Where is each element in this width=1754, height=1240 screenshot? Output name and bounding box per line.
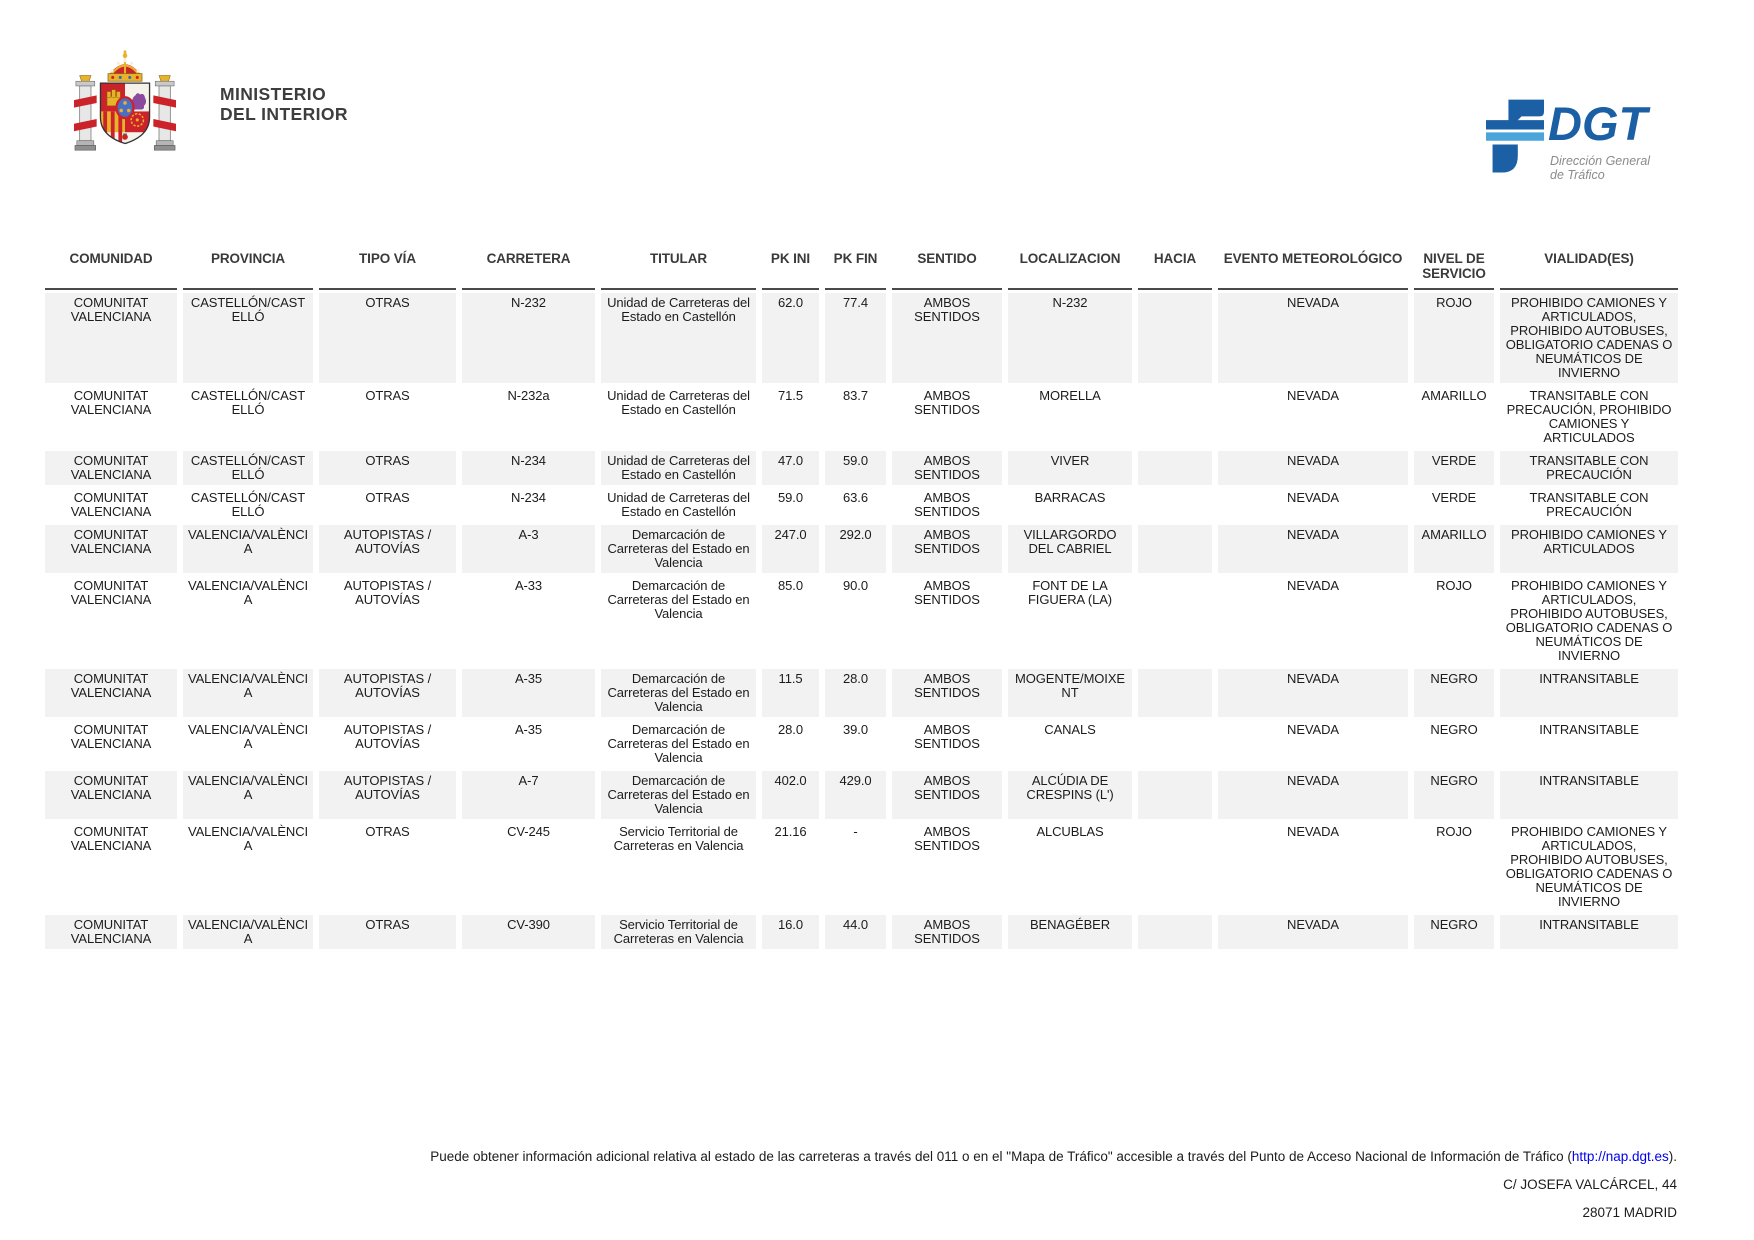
cell-provincia: VALENCIA/VALÈNCIA <box>183 525 313 573</box>
cell-localizacion: MOGENTE/MOIXENT <box>1008 669 1132 717</box>
road-status-table <box>39 246 1684 952</box>
cell-pk-fin: 292.0 <box>825 525 886 573</box>
cell-carretera: CV-245 <box>462 822 595 912</box>
cell-localizacion: N-232 <box>1008 293 1132 383</box>
cell-provincia: CASTELLÓN/CASTELLÓ <box>183 488 313 522</box>
cell-nivel-de-servicio: AMARILLO <box>1414 386 1494 448</box>
cell-pk-ini: 402.0 <box>762 771 819 819</box>
column-header-vialidades: VIALIDAD(ES) <box>1500 249 1678 290</box>
cell-comunidad: COMUNITAT VALENCIANA <box>45 915 177 949</box>
cell-vialidades: PROHIBIDO CAMIONES Y ARTICULADOS, PROHIBIDO AUTOBUSES, OBLIGATORIO CADENAS O NEUMÁTICOS DE INVIERNO <box>1500 576 1678 666</box>
cell-evento-meteorologico: NEVADA <box>1218 488 1408 522</box>
dgt-subtitle-line2: de Tráfico <box>1550 168 1605 182</box>
cell-sentido: AMBOS SENTIDOS <box>892 386 1002 448</box>
cell-carretera: A-35 <box>462 720 595 768</box>
cell-localizacion: VILLARGORDO DEL CABRIEL <box>1008 525 1132 573</box>
cell-localizacion: CANALS <box>1008 720 1132 768</box>
cell-localizacion: BENAGÉBER <box>1008 915 1132 949</box>
column-header-evento-meteorologico: EVENTO METEOROLÓGICO <box>1218 249 1408 290</box>
cell-vialidades: INTRANSITABLE <box>1500 915 1678 949</box>
cell-evento-meteorologico: NEVADA <box>1218 720 1408 768</box>
cell-carretera: A-7 <box>462 771 595 819</box>
table-row <box>45 771 1678 819</box>
cell-comunidad: COMUNITAT VALENCIANA <box>45 822 177 912</box>
cell-carretera: N-234 <box>462 488 595 522</box>
cell-pk-ini: 11.5 <box>762 669 819 717</box>
cell-carretera: A-35 <box>462 669 595 717</box>
column-header-pk-fin: PK FIN <box>825 249 886 290</box>
cell-localizacion: BARRACAS <box>1008 488 1132 522</box>
cell-nivel-de-servicio: VERDE <box>1414 451 1494 485</box>
cell-tipo-via: OTRAS <box>319 451 456 485</box>
ministry-title-line1: MINISTERIO <box>220 84 327 104</box>
cell-comunidad: COMUNITAT VALENCIANA <box>45 451 177 485</box>
cell-tipo-via: AUTOPISTAS / AUTOVÍAS <box>319 525 456 573</box>
cell-sentido: AMBOS SENTIDOS <box>892 576 1002 666</box>
cell-comunidad: COMUNITAT VALENCIANA <box>45 525 177 573</box>
column-header-titular: TITULAR <box>601 249 756 290</box>
cell-tipo-via: OTRAS <box>319 822 456 912</box>
cell-pk-ini: 28.0 <box>762 720 819 768</box>
cell-pk-ini: 71.5 <box>762 386 819 448</box>
cell-sentido: AMBOS SENTIDOS <box>892 525 1002 573</box>
cell-pk-ini: 62.0 <box>762 293 819 383</box>
cell-evento-meteorologico: NEVADA <box>1218 525 1408 573</box>
cell-evento-meteorologico: NEVADA <box>1218 451 1408 485</box>
cell-provincia: VALENCIA/VALÈNCIA <box>183 720 313 768</box>
column-header-nivel-de-servicio: NIVEL DE SERVICIO <box>1414 249 1494 290</box>
cell-hacia <box>1138 451 1212 485</box>
ministry-title <box>220 84 348 124</box>
cell-localizacion: MORELLA <box>1008 386 1132 448</box>
cell-tipo-via: OTRAS <box>319 488 456 522</box>
cell-nivel-de-servicio: ROJO <box>1414 293 1494 383</box>
cell-localizacion: FONT DE LA FIGUERA (LA) <box>1008 576 1132 666</box>
cell-vialidades: PROHIBIDO CAMIONES Y ARTICULADOS, PROHIBIDO AUTOBUSES, OBLIGATORIO CADENAS O NEUMÁTICOS DE INVIERNO <box>1500 822 1678 912</box>
table-header-row <box>45 249 1678 290</box>
cell-pk-fin: 39.0 <box>825 720 886 768</box>
cell-vialidades: INTRANSITABLE <box>1500 771 1678 819</box>
column-header-tipo-via: TIPO VÍA <box>319 249 456 290</box>
column-header-sentido: SENTIDO <box>892 249 1002 290</box>
cell-titular: Demarcación de Carreteras del Estado en Valencia <box>601 576 756 666</box>
cell-titular: Unidad de Carreteras del Estado en Castellón <box>601 488 756 522</box>
cell-vialidades: INTRANSITABLE <box>1500 720 1678 768</box>
cell-provincia: CASTELLÓN/CASTELLÓ <box>183 386 313 448</box>
footer-postal: 28071 MADRID <box>1582 1205 1677 1220</box>
table-row <box>45 386 1678 448</box>
cell-comunidad: COMUNITAT VALENCIANA <box>45 386 177 448</box>
cell-nivel-de-servicio: NEGRO <box>1414 669 1494 717</box>
cell-hacia <box>1138 488 1212 522</box>
cell-pk-fin: 28.0 <box>825 669 886 717</box>
cell-vialidades: TRANSITABLE CON PRECAUCIÓN <box>1500 451 1678 485</box>
cell-carretera: N-234 <box>462 451 595 485</box>
cell-pk-ini: 85.0 <box>762 576 819 666</box>
cell-carretera: N-232a <box>462 386 595 448</box>
cell-sentido: AMBOS SENTIDOS <box>892 771 1002 819</box>
cell-provincia: VALENCIA/VALÈNCIA <box>183 771 313 819</box>
cell-hacia <box>1138 822 1212 912</box>
cell-tipo-via: OTRAS <box>319 293 456 383</box>
cell-hacia <box>1138 771 1212 819</box>
cell-titular: Demarcación de Carreteras del Estado en Valencia <box>601 720 756 768</box>
column-header-carretera: CARRETERA <box>462 249 595 290</box>
table-row <box>45 488 1678 522</box>
cell-sentido: AMBOS SENTIDOS <box>892 293 1002 383</box>
cell-sentido: AMBOS SENTIDOS <box>892 488 1002 522</box>
ministry-brand <box>74 44 348 160</box>
cell-pk-fin: 83.7 <box>825 386 886 448</box>
cell-comunidad: COMUNITAT VALENCIANA <box>45 669 177 717</box>
cell-comunidad: COMUNITAT VALENCIANA <box>45 720 177 768</box>
table-row <box>45 576 1678 666</box>
cell-nivel-de-servicio: AMARILLO <box>1414 525 1494 573</box>
cell-comunidad: COMUNITAT VALENCIANA <box>45 488 177 522</box>
cell-nivel-de-servicio: ROJO <box>1414 822 1494 912</box>
cell-hacia <box>1138 669 1212 717</box>
table-row <box>45 293 1678 383</box>
column-header-provincia: PROVINCIA <box>183 249 313 290</box>
cell-pk-ini: 247.0 <box>762 525 819 573</box>
cell-carretera: A-3 <box>462 525 595 573</box>
table-row <box>45 451 1678 485</box>
cell-vialidades: TRANSITABLE CON PRECAUCIÓN <box>1500 488 1678 522</box>
cell-hacia <box>1138 576 1212 666</box>
dgt-icon <box>1486 98 1544 176</box>
cell-provincia: VALENCIA/VALÈNCIA <box>183 576 313 666</box>
cell-tipo-via: AUTOPISTAS / AUTOVÍAS <box>319 720 456 768</box>
cell-nivel-de-servicio: NEGRO <box>1414 720 1494 768</box>
table-row <box>45 720 1678 768</box>
cell-nivel-de-servicio: NEGRO <box>1414 915 1494 949</box>
column-header-localizacion: LOCALIZACION <box>1008 249 1132 290</box>
column-header-pk-ini: PK INI <box>762 249 819 290</box>
cell-pk-ini: 16.0 <box>762 915 819 949</box>
cell-hacia <box>1138 386 1212 448</box>
cell-sentido: AMBOS SENTIDOS <box>892 822 1002 912</box>
cell-titular: Demarcación de Carreteras del Estado en Valencia <box>601 771 756 819</box>
cell-provincia: CASTELLÓN/CASTELLÓ <box>183 451 313 485</box>
footer-address: C/ JOSEFA VALCÁRCEL, 44 <box>1503 1177 1677 1192</box>
cell-pk-ini: 21.16 <box>762 822 819 912</box>
cell-carretera: A-33 <box>462 576 595 666</box>
column-header-comunidad: COMUNIDAD <box>45 249 177 290</box>
cell-sentido: AMBOS SENTIDOS <box>892 451 1002 485</box>
cell-hacia <box>1138 720 1212 768</box>
cell-tipo-via: AUTOPISTAS / AUTOVÍAS <box>319 576 456 666</box>
cell-hacia <box>1138 525 1212 573</box>
nap-dgt-link[interactable]: http://nap.dgt.es <box>1571 1149 1669 1164</box>
cell-nivel-de-servicio: NEGRO <box>1414 771 1494 819</box>
cell-provincia: VALENCIA/VALÈNCIA <box>183 669 313 717</box>
dgt-subtitle <box>1550 154 1650 182</box>
cell-localizacion: ALCUBLAS <box>1008 822 1132 912</box>
cell-pk-fin: 44.0 <box>825 915 886 949</box>
cell-tipo-via: OTRAS <box>319 386 456 448</box>
cell-sentido: AMBOS SENTIDOS <box>892 720 1002 768</box>
cell-pk-fin: - <box>825 822 886 912</box>
cell-titular: Servicio Territorial de Carreteras en Valencia <box>601 915 756 949</box>
cell-comunidad: COMUNITAT VALENCIANA <box>45 293 177 383</box>
cell-evento-meteorologico: NEVADA <box>1218 669 1408 717</box>
cell-localizacion: ALCÚDIA DE CRESPINS (L') <box>1008 771 1132 819</box>
table-row <box>45 822 1678 912</box>
cell-vialidades: PROHIBIDO CAMIONES Y ARTICULADOS, PROHIBIDO AUTOBUSES, OBLIGATORIO CADENAS O NEUMÁTICOS DE INVIERNO <box>1500 293 1678 383</box>
cell-hacia <box>1138 915 1212 949</box>
cell-tipo-via: AUTOPISTAS / AUTOVÍAS <box>319 669 456 717</box>
cell-titular: Unidad de Carreteras del Estado en Castellón <box>601 293 756 383</box>
dgt-wordmark: DGT <box>1548 97 1648 150</box>
cell-pk-fin: 59.0 <box>825 451 886 485</box>
cell-pk-fin: 63.6 <box>825 488 886 522</box>
cell-pk-fin: 90.0 <box>825 576 886 666</box>
coat-of-arms-icon <box>74 44 176 160</box>
footer-info-prefix: Puede obtener información adicional relativa al estado de las carreteras a través del 011 o en el "Mapa de Tráfico" accesible a través del Punto de Acceso Nacional de Información de Tráfico ( <box>430 1149 1572 1164</box>
cell-pk-ini: 59.0 <box>762 488 819 522</box>
cell-comunidad: COMUNITAT VALENCIANA <box>45 576 177 666</box>
cell-evento-meteorologico: NEVADA <box>1218 822 1408 912</box>
cell-vialidades: PROHIBIDO CAMIONES Y ARTICULADOS <box>1500 525 1678 573</box>
cell-provincia: VALENCIA/VALÈNCIA <box>183 822 313 912</box>
cell-titular: Servicio Territorial de Carreteras en Valencia <box>601 822 756 912</box>
cell-titular: Unidad de Carreteras del Estado en Castellón <box>601 386 756 448</box>
cell-provincia: CASTELLÓN/CASTELLÓ <box>183 293 313 383</box>
cell-titular: Unidad de Carreteras del Estado en Castellón <box>601 451 756 485</box>
table-row <box>45 915 1678 949</box>
cell-vialidades: INTRANSITABLE <box>1500 669 1678 717</box>
cell-localizacion: VIVER <box>1008 451 1132 485</box>
table-row <box>45 525 1678 573</box>
cell-pk-fin: 429.0 <box>825 771 886 819</box>
cell-evento-meteorologico: NEVADA <box>1218 386 1408 448</box>
cell-titular: Demarcación de Carreteras del Estado en Valencia <box>601 525 756 573</box>
cell-nivel-de-servicio: ROJO <box>1414 576 1494 666</box>
cell-evento-meteorologico: NEVADA <box>1218 293 1408 383</box>
cell-provincia: VALENCIA/VALÈNCIA <box>183 915 313 949</box>
cell-titular: Demarcación de Carreteras del Estado en Valencia <box>601 669 756 717</box>
dgt-logo <box>1486 98 1696 193</box>
footer-info-suffix: ). <box>1668 1149 1677 1164</box>
dgt-subtitle-line1: Dirección General <box>1550 154 1651 168</box>
cell-tipo-via: AUTOPISTAS / AUTOVÍAS <box>319 771 456 819</box>
cell-evento-meteorologico: NEVADA <box>1218 771 1408 819</box>
cell-vialidades: TRANSITABLE CON PRECAUCIÓN, PROHIBIDO CAMIONES Y ARTICULADOS <box>1500 386 1678 448</box>
footer-info <box>217 1143 1677 1171</box>
cell-tipo-via: OTRAS <box>319 915 456 949</box>
cell-carretera: N-232 <box>462 293 595 383</box>
ministry-title-line2: DEL INTERIOR <box>220 104 348 124</box>
cell-evento-meteorologico: NEVADA <box>1218 915 1408 949</box>
cell-pk-fin: 77.4 <box>825 293 886 383</box>
cell-pk-ini: 47.0 <box>762 451 819 485</box>
cell-sentido: AMBOS SENTIDOS <box>892 669 1002 717</box>
cell-comunidad: COMUNITAT VALENCIANA <box>45 771 177 819</box>
cell-hacia <box>1138 293 1212 383</box>
footer <box>217 1143 1677 1227</box>
cell-nivel-de-servicio: VERDE <box>1414 488 1494 522</box>
cell-sentido: AMBOS SENTIDOS <box>892 915 1002 949</box>
cell-carretera: CV-390 <box>462 915 595 949</box>
column-header-hacia: HACIA <box>1138 249 1212 290</box>
cell-evento-meteorologico: NEVADA <box>1218 576 1408 666</box>
table-row <box>45 669 1678 717</box>
